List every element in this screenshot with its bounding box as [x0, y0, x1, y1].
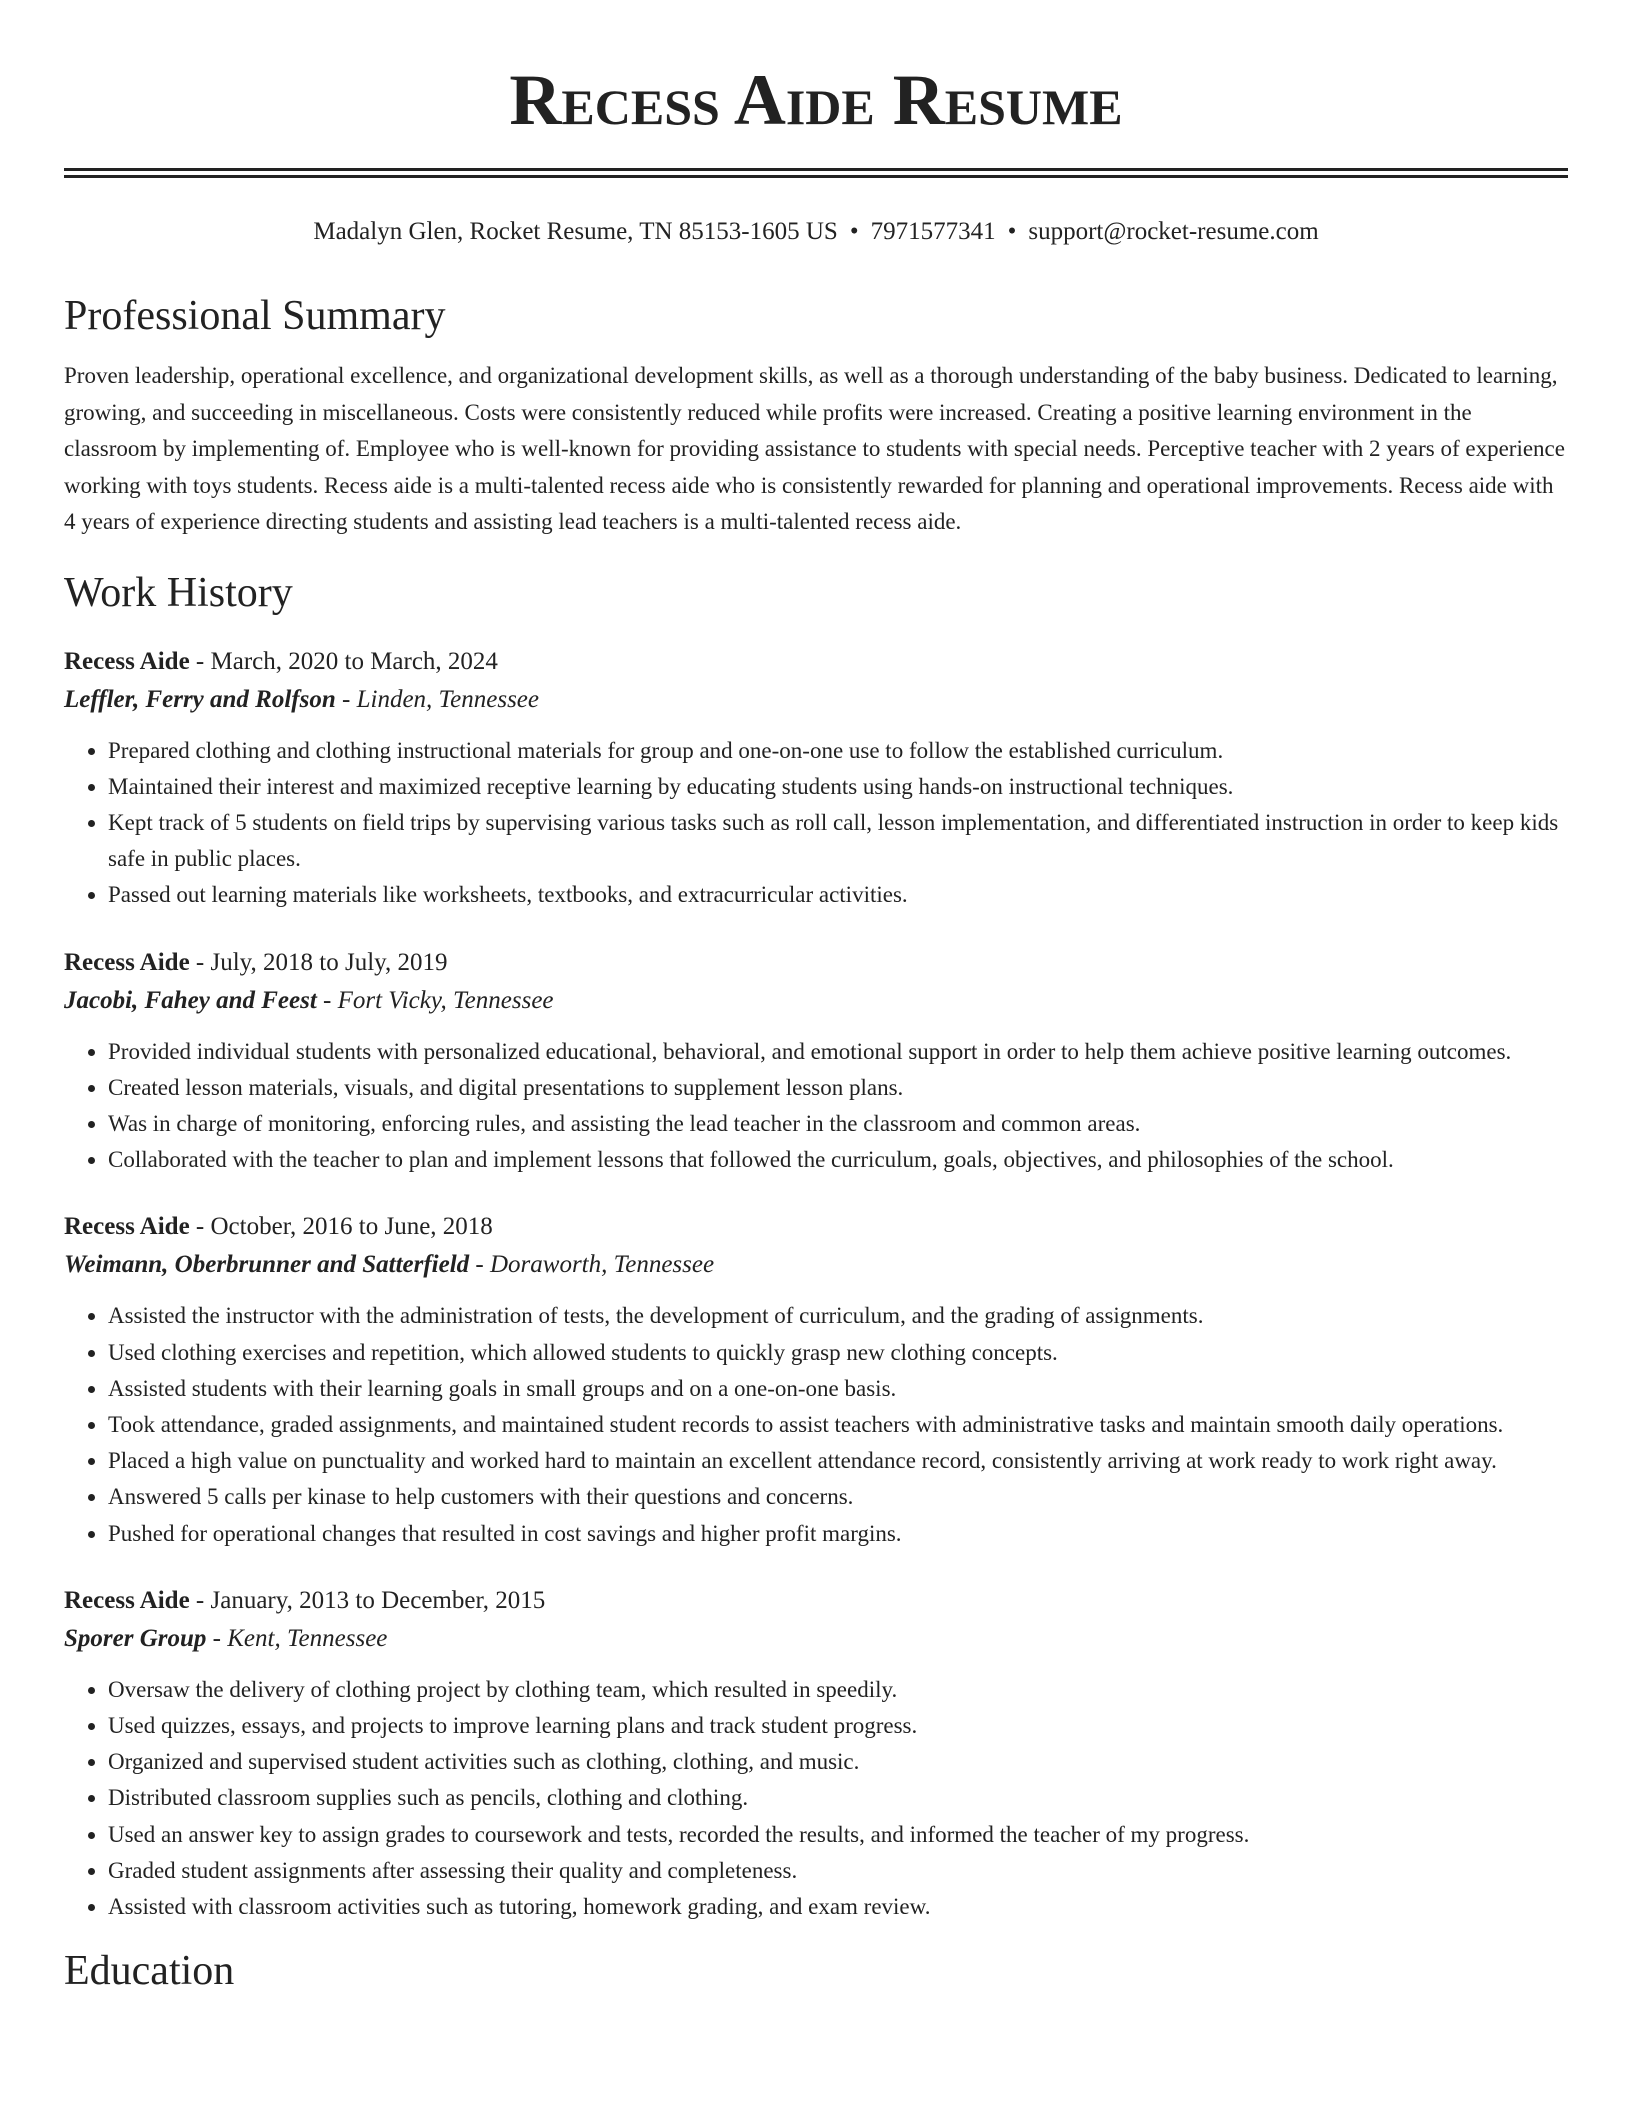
company-name: Jacobi, Fahey and Feest [64, 986, 317, 1014]
summary-heading: Professional Summary [64, 293, 446, 339]
job-dates: - October, 2016 to June, 2018 [189, 1213, 493, 1241]
contact-separator: • [849, 218, 859, 245]
job-entry [64, 944, 1568, 1179]
contact-line [64, 214, 1568, 250]
job-bullets [64, 1034, 1568, 1179]
contact-email: support@rocket-resume.com [1028, 218, 1319, 245]
job-bullet-item: • Took attendance, graded assignments, and maintained student records to assist teachers with administrative tasks and maintain smooth daily operations. [108, 1407, 1568, 1443]
job-bullet-item: • Graded student assignments after assessing their quality and completeness. [108, 1853, 1568, 1889]
job-bullets [64, 1672, 1568, 1925]
job-bullet-item: • Pushed for operational changes that resulted in cost savings and higher profit margins. [108, 1516, 1568, 1552]
job-bullet-item: • Distributed classroom supplies such as pencils, clothing and clothing. [108, 1780, 1568, 1816]
job-bullets [64, 733, 1568, 914]
contact-address: Madalyn Glen, Rocket Resume, TN 85153-1605 US [313, 218, 838, 245]
job-bullet-item: • Maintained their interest and maximized receptive learning by educating students using hands-on instructional techniques. [108, 769, 1568, 805]
job-title-line [64, 1208, 1568, 1246]
company-location: - Fort Vicky, Tennessee [316, 986, 554, 1014]
job-bullet-item: • Assisted the instructor with the administration of tests, the development of curriculum, and the grading of assignments. [108, 1298, 1568, 1334]
work-history-heading: Work History [64, 569, 293, 616]
job-bullet-item: • Answered 5 calls per kinase to help customers with their questions and concerns. [108, 1479, 1568, 1515]
job-bullet-item: • Was in charge of monitoring, enforcing rules, and assisting the lead teacher in the classroom and common areas. [108, 1106, 1568, 1142]
job-title: Recess Aide [64, 647, 190, 675]
job-bullet-item: • Prepared clothing and clothing instructional materials for group and one-on-one use to follow the established curriculum. [108, 733, 1568, 769]
work-history-list [64, 643, 1568, 1926]
job-title-line [64, 944, 1568, 982]
job-bullet-item: • Used clothing exercises and repetition, which allowed students to quickly grasp new clothing concepts. [108, 1335, 1568, 1371]
job-title: Recess Aide [64, 1586, 190, 1614]
company-location: - Linden, Tennessee [335, 685, 539, 713]
job-bullet-item: • Assisted with classroom activities such as tutoring, homework grading, and exam review. [108, 1889, 1568, 1925]
job-bullet-item: • Kept track of 5 students on field trips by supervising various tasks such as roll call, lesson implementation, and differentiated instruction in order to keep kids safe in public places. [108, 805, 1568, 877]
job-bullet-item: • Organized and supervised student activities such as clothing, clothing, and music. [108, 1744, 1568, 1780]
job-title-line [64, 643, 1568, 681]
company-line [64, 1246, 1568, 1284]
job-bullet-item: • Assisted students with their learning goals in small groups and on a one-on-one basis. [108, 1371, 1568, 1407]
resume-page [64, 0, 1568, 1999]
contact-separator: • [1007, 218, 1017, 245]
job-title: Recess Aide [64, 948, 190, 976]
job-bullets [64, 1298, 1568, 1551]
job-bullet-item: • Collaborated with the teacher to plan and implement lessons that followed the curriculum, goals, objectives, and philosophies of the school. [108, 1142, 1568, 1178]
summary-text: Proven leadership, operational excellence, and organizational development skills, as well as a thorough understanding of the baby business. Dedicated to learning, growing, and succeeding in miscellaneous. Costs were consistently reduced while profits were increased. Creating a positive learning environment in the classroom by implementing of. Employee who is well-known for providing assistance to students with special needs. Perceptive teacher with 2 years of experience working with toys students. Recess aide is a multi-talented recess aide who is consistently rewarded for planning and operational improvements. Recess aide with 4 years of experience directing students and assisting lead teachers is a multi-talented recess aide. [64, 363, 1565, 534]
job-bullet-item: • Passed out learning materials like worksheets, textbooks, and extracurricular activities. [108, 877, 1568, 913]
contact-phone: 7971577341 [870, 218, 996, 245]
job-entry [64, 1208, 1568, 1551]
job-bullet-item: • Placed a high value on punctuality and worked hard to maintain an excellent attendance record, consistently arriving at work ready to work right away. [108, 1443, 1568, 1479]
company-name: Sporer Group [64, 1624, 207, 1652]
job-bullet-item: • Used quizzes, essays, and projects to improve learning plans and track student progress. [108, 1708, 1568, 1744]
job-dates: - March, 2020 to March, 2024 [189, 647, 498, 675]
job-bullet-item: • Created lesson materials, visuals, and digital presentations to supplement lesson plans. [108, 1070, 1568, 1106]
job-title-line [64, 1582, 1568, 1620]
company-name: Leffler, Ferry and Rolfson [64, 685, 336, 713]
company-line [64, 982, 1568, 1020]
job-dates: - July, 2018 to July, 2019 [189, 948, 448, 976]
resume-title: Recess Aide Resume [509, 60, 1123, 140]
company-name: Weimann, Oberbrunner and Satterfield [64, 1251, 470, 1279]
job-entry [64, 1582, 1568, 1925]
company-location: - Kent, Tennessee [206, 1624, 388, 1652]
job-bullet-item: • Provided individual students with personalized educational, behavioral, and emotional support in order to help them achieve positive learning outcomes. [108, 1034, 1568, 1070]
job-dates: - January, 2013 to December, 2015 [189, 1586, 546, 1614]
title-double-rule [64, 168, 1568, 178]
job-title: Recess Aide [64, 1213, 190, 1241]
company-line [64, 1620, 1568, 1658]
job-bullet-item: • Used an answer key to assign grades to coursework and tests, recorded the results, and informed the teacher of my progress. [108, 1817, 1568, 1853]
company-location: - Doraworth, Tennessee [469, 1251, 715, 1279]
job-entry [64, 643, 1568, 914]
job-bullet-item: • Oversaw the delivery of clothing project by clothing team, which resulted in speedily. [108, 1672, 1568, 1708]
education-heading: Education [64, 1948, 235, 1995]
company-line [64, 681, 1568, 719]
